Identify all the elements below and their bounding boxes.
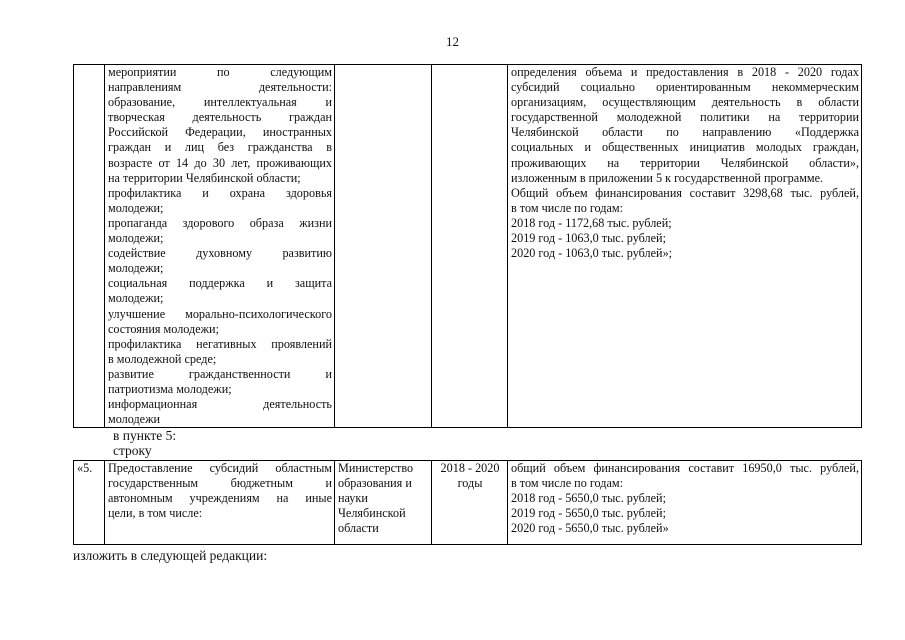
text-row: строку: [113, 443, 152, 458]
text-line: 2019 год - 1063,0 тыс. рублей;: [511, 231, 666, 246]
text-line: организациям, осуществляющим деятельность в области: [511, 95, 859, 110]
text-line: в молодежной среде;: [108, 351, 217, 366]
text-line: Челябинской: [338, 506, 406, 521]
text-line: социальная поддержка и защита: [108, 276, 332, 291]
text-line: патриотизма молодежи;: [108, 381, 232, 396]
text-line: молодежи: [108, 412, 161, 427]
table-cell-executor: [335, 461, 432, 545]
text-line: образования и: [338, 476, 412, 491]
text-line: пропаганда здорового образа жизни: [108, 215, 332, 230]
table-cell-period: [432, 461, 508, 545]
text-line: определения объема и предоставления в 2018 - 2020 годах: [511, 65, 859, 79]
text-line: 2020 год - 1063,0 тыс. рублей»;: [511, 246, 673, 261]
text-line: возрасте от 14 до 30 лет, проживающих: [108, 155, 332, 170]
table-cell-activity: [105, 461, 335, 545]
text-line: 2019 год - 5650,0 тыс. рублей;: [511, 506, 666, 521]
text-line: направлениям деятельности:: [108, 80, 332, 95]
text-line: мероприятии по следующим: [108, 65, 332, 79]
text-line: молодежи;: [108, 291, 164, 306]
text-line: социальных и общественных инициатив молодых граждан,: [511, 140, 859, 155]
text-line: науки: [338, 491, 368, 506]
text-line: содействие духовному развитию: [108, 246, 332, 261]
text-line: Российской Федерации, иностранных: [108, 125, 332, 140]
text-line: в том числе по годам:: [511, 200, 623, 215]
text-line: государственной молодежной политики на территории: [511, 110, 859, 125]
text-line: субсидий социально ориентированным некоммерческим: [511, 80, 859, 95]
table-cell-executor: [335, 65, 432, 428]
text-line: государственным бюджетным и: [108, 476, 332, 491]
table-row-5: [73, 460, 862, 545]
table-cell-funding: [508, 65, 862, 428]
table-cell-number: [74, 65, 105, 428]
text-line: 2020 год - 5650,0 тыс. рублей»: [511, 521, 669, 536]
text-line: проживающих на территории Челябинской области»,: [511, 155, 859, 170]
text-line: развитие гражданственности и: [108, 366, 332, 381]
text-line: на территории Челябинской области;: [108, 170, 301, 185]
table-continued: [73, 64, 862, 428]
text-line: Министерство: [338, 461, 414, 475]
table-cell-funding: [508, 461, 862, 545]
text-line: 2018 год - 1172,68 тыс. рублей;: [511, 215, 672, 230]
text-line: Общий объем финансирования составит 3298,68 тыс. рублей,: [511, 185, 859, 200]
text-line: состояния молодежи;: [108, 321, 219, 336]
table-cell-activities: [105, 65, 335, 428]
text-footer: изложить в следующей редакции:: [73, 548, 268, 563]
text-line: информационная деятельность: [108, 397, 332, 412]
text-line: в том числе по годам:: [511, 476, 623, 491]
table-cell-period: [432, 65, 508, 428]
text-line: молодежи;: [108, 200, 164, 215]
page-number: 12: [446, 34, 459, 49]
text-line: годы: [457, 476, 483, 491]
text-line: цели, в том числе:: [108, 506, 203, 521]
text-line: граждан и лиц без гражданства в: [108, 140, 332, 155]
text-line: 2018 год - 5650,0 тыс. рублей;: [511, 491, 666, 506]
table-row: [74, 461, 862, 545]
text-line: 2018 - 2020: [440, 461, 500, 475]
text-line: Предоставление субсидий областным: [108, 461, 332, 475]
text-line: Челябинской области по направлению «Поддержка: [511, 125, 859, 140]
text-line: молодежи;: [108, 261, 164, 276]
text-line: творческая деятельность граждан: [108, 110, 332, 125]
table-row: [74, 65, 862, 428]
text-line: автономным учреждениям на иные: [108, 491, 332, 506]
text-line: образование, интеллектуальная и: [108, 95, 332, 110]
text-line: молодежи;: [108, 231, 164, 246]
text-line: профилактика и охрана здоровья: [108, 185, 332, 200]
text-line: области: [338, 521, 379, 536]
table-cell-number: «5.: [74, 461, 105, 545]
text-line: общий объем финансирования составит 16950,0 тыс. рублей,: [511, 461, 859, 475]
text-line: улучшение морально-психологического: [108, 306, 332, 321]
text-line: изложенным в приложении 5 к государственной программе.: [511, 170, 824, 185]
text-line: профилактика негативных проявлений: [108, 336, 332, 351]
text-item-5: в пункте 5:: [113, 428, 177, 443]
